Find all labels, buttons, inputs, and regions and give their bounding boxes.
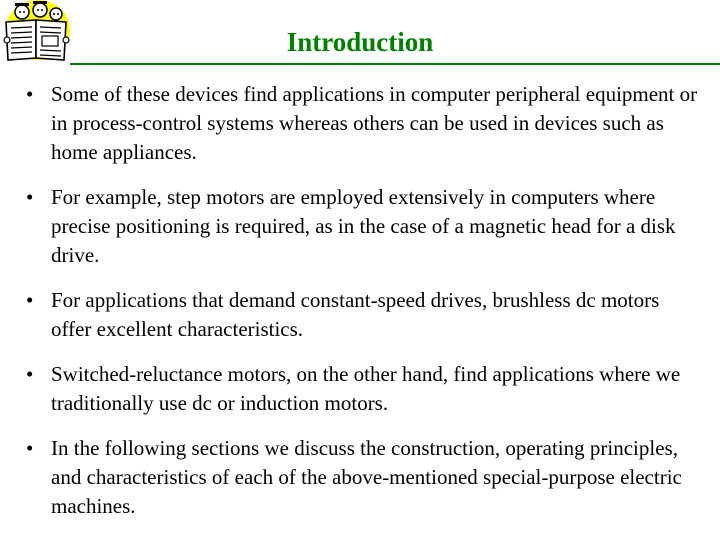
bullet-marker: •	[26, 362, 34, 386]
bullet-text: Some of these devices find applications in computer peripheral equipment or in process-control systems whereas others can be used in devices such as home appliances.	[51, 82, 698, 164]
bullet-text: For applications that demand constant-speed drives, brushless dc motors offer excellent characteristics.	[51, 288, 660, 341]
bullet-marker: •	[26, 82, 34, 106]
bullet-item-4	[24, 360, 704, 418]
bullet-text: For example, step motors are employed extensively in computers where precise positioning is required, as in the case of a magnetic head for a disk drive.	[51, 185, 676, 267]
bullet-item-1	[24, 80, 704, 167]
bullet-item-5	[24, 434, 704, 521]
bullet-item-2	[24, 183, 704, 270]
slide-title: Introduction	[286, 27, 434, 57]
bullet-text: In the following sections we discuss the construction, operating principles, and characteristics of each of the above-mentioned special-purpose electric machines.	[51, 436, 682, 518]
title-underline-rule	[70, 63, 720, 65]
bullet-item-3	[24, 286, 704, 344]
bullet-text: Switched-reluctance motors, on the other hand, find applications where we traditionally use dc or induction motors.	[51, 362, 681, 415]
bullet-marker: •	[26, 185, 34, 209]
bullet-list	[24, 80, 704, 537]
bullet-marker: •	[26, 436, 34, 460]
bullet-marker: •	[26, 288, 34, 312]
